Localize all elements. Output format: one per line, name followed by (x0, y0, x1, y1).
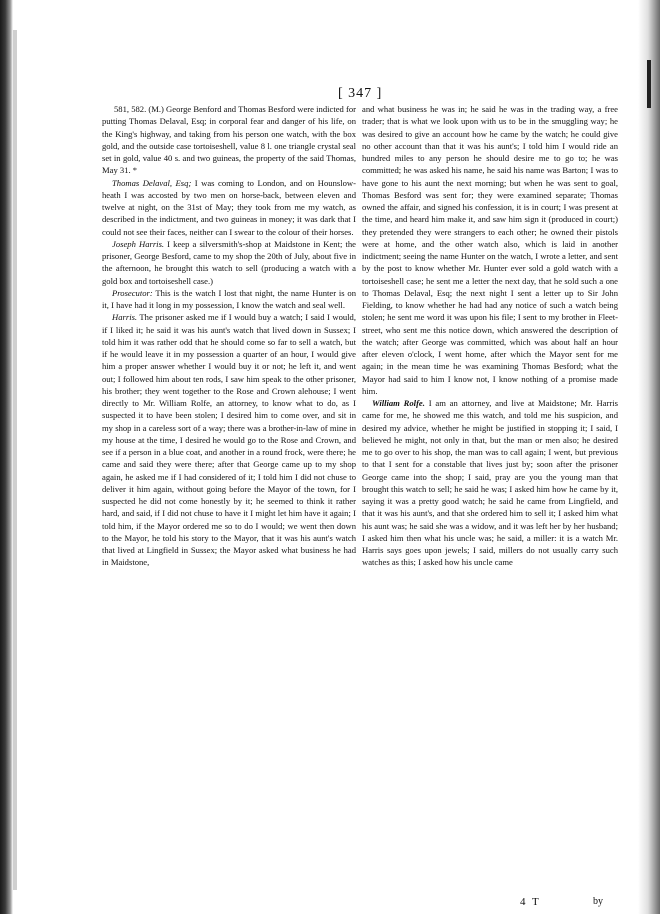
page-edge-right (638, 0, 660, 914)
paragraph-rolfe (362, 397, 618, 569)
speaker-label: William Rolfe. (372, 398, 425, 408)
paragraph-delaval (102, 177, 356, 238)
paragraph-text: I was coming to London, and on Hounslow-heath I was accosted by two men on horse-back, between eleven and twelve at night, on the 31st of May; they took from me my watch, as described in the indictment, and two guineas in money; it was dark that I could not see their faces, neither can I swear to the colour of their horses. (102, 177, 356, 237)
paragraph-text: 581, 582. (M.) George Benford and Thomas Besford were indicted for putting Thomas Delaval, Esq; in corporal fear and danger of his life, on the King's highway, and taking from his person one watch, with the box gold, and the outside case tortoiseshell, value 8 l. one triangle crystal seal set in gold, value 40 s. and two guineas, the property of the said Thomas, May 31. * (102, 104, 356, 176)
speaker-label: Harris. (112, 312, 138, 323)
binding-shadow-left (13, 30, 17, 890)
page-number: [ 347 ] (338, 86, 383, 101)
left-column (102, 103, 356, 569)
paragraph-harris (102, 238, 356, 287)
paragraph-text: I keep a silversmith's-shop at Maidstone in Kent; the prisoner, George Besford, came to my shop the 20th of July, about five in the afternoon, he brought this watch to sell (producing a watch with a gold box and tortoiseshell case.) (102, 238, 356, 286)
signature-mark: 4 T (520, 896, 541, 908)
catchword: by (593, 896, 603, 907)
paragraph-prosecutor (102, 287, 356, 312)
paragraph-harris-testimony (102, 311, 356, 568)
paragraph-indictment (102, 103, 356, 177)
binding-edge-left (0, 0, 13, 914)
speaker-label: Prosecutor: (112, 287, 153, 298)
speaker-label: Thomas Delaval, Esq; (112, 177, 192, 188)
paragraph-text: and what business he was in; he said he was in the trading way, a free trader; that is what we look upon with us to be in the smuggling way; he was desired to give an account how he came by the watch; he could give no other account than that it was his aunt's; I told him I would ride an hundred miles to any person he should desire me to go to; he was committed; he was asked his name, he said his name was Barton; I was to have gone to his aunt the next morning; but when he was sent to goal, Thomas Besford was sent for; they were examined separate; Thomas owned the affair, and signed his confession, it is in court; I was present at the time, and heard him make it, and saw him sign it (produced in court;) they pretended they were strangers to each other; he owned their pistols were at home, and the other watch also, which is laid in another indictment; seeing the name Hunter on the watch, I wrote a letter, and sent by the post to know whether Mr. Hunter ever sold a gold watch with a tortoiseshell case; he sent me a letter the next day, that he sold such a one to Thomas Delaval, Esq; the next night I sent a letter up to Sir John Fielding, to know whether he had had any notice of such a watch being stolen; he sent me word it was upon his file; I sent to my brother in Fleet-street, who sent me this notice down, which answered the description of the watch; after George was committed, which was about half an hour after eleven o'clock, I went home, after which the Mayor sent for me again; in the mean time he was examining Thomas Besford; what the Mayor had said to him I know not, I know nothing of a promise made him. (362, 104, 618, 396)
right-column (362, 103, 618, 569)
paragraph-text: The prisoner asked me if I would buy a watch; I said I would, if I liked it; he said it was his aunt's watch that lived down in Sussex; I told him it was rather odd that he should come so far to sell a watch, but if he would leave it in my possession a quarter of an hour, I would give him a proper answer whether I would buy it or not; he left it, and went out; I followed him about ten rods, I saw him speak to the other prisoner, his brother; they went together to the Rose and Crown alehouse; I went directly to Mr. William Rolfe, an attorney, to know what to do, as I suspected it to have been stolen; I desired him to come over, and sit in my shop in a careless sort of a way; there was a brother-in-law of mine in my house at the time, I desired he would go to the Rose and Crown, and see if a person in a blue coat, and another in a round frock, were there; he came and said they were there; after that George came up to my shop again, he asked me if I had considered of it; I told him I did not chuse to deliver it him again, without going before the Mayor of the town, for I suspected he did not come honestly by it; he seemed to think it rather hard, and said, if I did not chuse to have it I might let him have it again; I told him, if the Mayor ordered me so to do I would; we went then down to the Mayor, he told his story to the Mayor, that it was his aunt's watch that lived at Lingfield in Sussex; the Mayor asked what business he had in Maidstone, (102, 312, 356, 568)
paragraph-text: This is the watch I lost that night, the name Hunter is on it, I have had it long in my possession, I know the watch and seal well. (102, 287, 356, 310)
scan-mark (647, 60, 651, 108)
paragraph-continued (362, 103, 618, 397)
speaker-label: Joseph Harris. (112, 238, 165, 249)
paragraph-text: I am an attorney, and live at Maidstone; Mr. Harris came for me, he showed me this watch, and told me his suspicion, and desired my advice, whether he might be justified in stopping it; I said, I believed he might, not only in that, but the man or men also; he desired me to go over to his shop, the man was to call again; I went, but previous to that I sent for a constable that lives just by; soon after the prisoner George came into the shop; I said, pray are you the young man that brought this watch to sell; he said he was; I asked him how he came by it, saying it was a pretty good watch; he said he came from Lingfield, and that it was his aunt's, and that she ordered him to sell it; I asked him what his aunt was; he said she was a widow, and it was left her by her husband; I asked him then what his uncle was; he said, a miller: it is a watch Mr. Harris says goes upon jewels; I said, millers do not usually carry such watches as this; I asked how his uncle came (362, 398, 618, 568)
